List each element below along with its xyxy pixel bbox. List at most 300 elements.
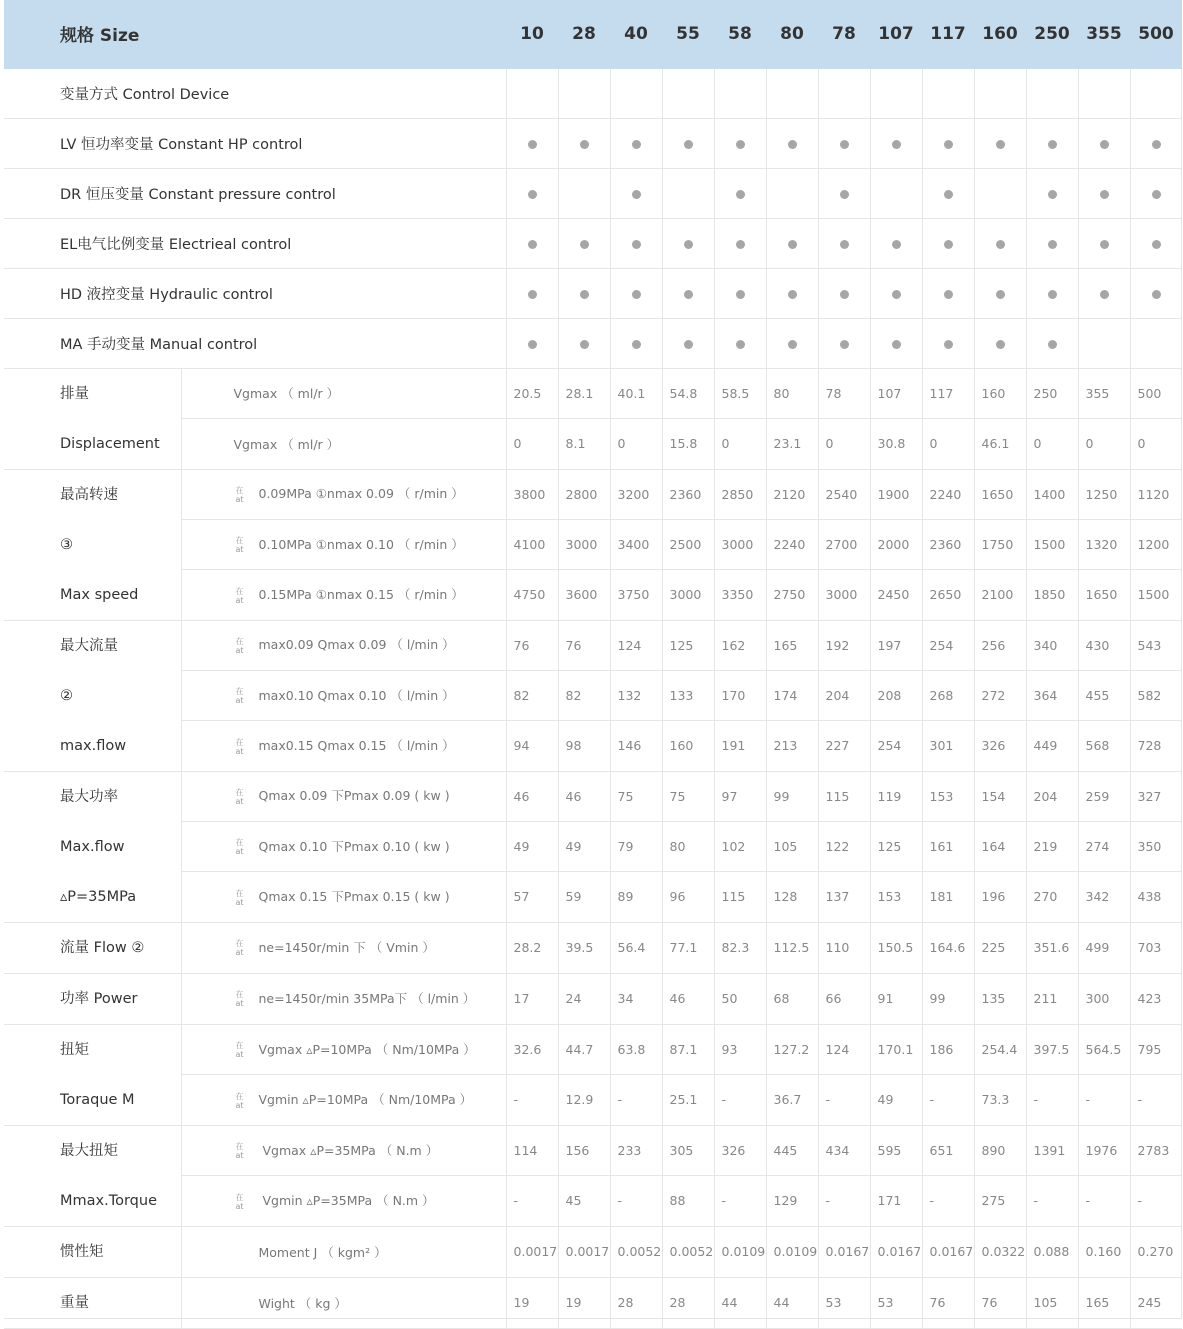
value-cell: 133 [662,670,714,720]
availability-cell [1130,118,1182,168]
value-cell: - [1078,1075,1130,1126]
empty-cell [974,68,1026,118]
availability-dot-icon [528,240,537,249]
at-marker-zh: 在 [235,939,244,949]
value-cell: 301 [922,721,974,771]
param-group-label: ▵P=35MPa [60,888,137,905]
param-condition-text: max0.15 Qmax 0.15 （ l/min ） [258,738,455,754]
size-column-header: 355 [1078,0,1130,68]
param-group-cell [4,469,181,620]
value-cell: 350 [1130,821,1182,871]
at-marker-en: at [235,645,244,655]
value-cell: 165 [766,620,818,670]
param-group-label: 最大功率 [60,788,118,805]
value-cell: 66 [818,973,870,1024]
param-condition-cell [181,1125,506,1176]
value-cell: 0.0109 [714,1226,766,1277]
value-cell: 2360 [922,519,974,569]
value-cell: 1320 [1078,519,1130,569]
value-cell: 76 [974,1277,1026,1328]
param-group-label: 最大流量 [60,637,118,654]
value-cell: 3600 [558,570,610,620]
value-cell: - [922,1176,974,1227]
value-cell: 20.5 [506,368,558,419]
availability-cell [818,268,870,318]
value-cell: 46 [558,771,610,821]
value-cell: 2540 [818,469,870,519]
value-cell: - [610,1176,662,1227]
size-column-header: 40 [610,0,662,68]
value-cell: 125 [662,620,714,670]
value-cell: 434 [818,1125,870,1176]
value-cell: 3400 [610,519,662,569]
availability-dot-icon [736,340,745,349]
value-cell: 2783 [1130,1125,1182,1176]
size-column-header: 78 [818,0,870,68]
value-cell: 326 [974,721,1026,771]
value-cell: 1391 [1026,1125,1078,1176]
value-cell: 91 [870,973,922,1024]
value-cell: 56.4 [610,922,662,973]
availability-dot-icon [684,340,693,349]
value-cell: 500 [1130,368,1182,419]
value-cell: 259 [1078,771,1130,821]
value-cell: 2850 [714,469,766,519]
value-cell: 124 [818,1024,870,1075]
size-column-header: 160 [974,0,1026,68]
value-cell: 110 [818,922,870,973]
availability-dot-icon [736,240,745,249]
value-cell: 59 [558,872,610,922]
value-cell: 0 [714,419,766,470]
param-row [4,1075,1182,1126]
value-cell: 197 [870,620,922,670]
value-cell: 191 [714,721,766,771]
availability-dot-icon [580,140,589,149]
control-row [4,268,1182,318]
at-marker-zh: 在 [235,737,244,747]
control-row [4,168,1182,218]
at-marker-zh: 在 [235,888,244,898]
availability-cell [662,118,714,168]
value-cell: 102 [714,821,766,871]
value-cell: 129 [766,1176,818,1227]
value-cell: 2800 [558,469,610,519]
availability-dot-icon [1100,190,1109,199]
param-group-labels [60,470,181,620]
value-cell: 112.5 [766,922,818,973]
availability-cell [766,318,818,368]
param-group-labels [60,621,181,771]
value-cell: - [1078,1176,1130,1227]
availability-cell [1130,268,1182,318]
value-cell: 364 [1026,670,1078,720]
value-cell: 340 [1026,620,1078,670]
value-cell: 455 [1078,670,1130,720]
value-cell: 119 [870,771,922,821]
availability-cell [714,118,766,168]
availability-cell [662,268,714,318]
param-condition-cell [181,1075,506,1126]
value-cell: 50 [714,973,766,1024]
value-cell: 76 [506,620,558,670]
param-row [4,821,1182,871]
value-cell: 63.8 [610,1024,662,1075]
value-cell: 99 [922,973,974,1024]
value-cell: 49 [558,821,610,871]
empty-cell [662,68,714,118]
value-cell: 305 [662,1125,714,1176]
at-marker-zh: 在 [235,1091,244,1101]
availability-cell [818,168,870,218]
value-cell: 80 [662,821,714,871]
at-marker [234,587,246,605]
availability-cell [870,218,922,268]
availability-cell [1078,218,1130,268]
availability-dot-icon [684,290,693,299]
param-condition-cell [181,973,506,1024]
availability-cell [870,168,922,218]
param-group-label: max.flow [60,737,127,754]
availability-dot-icon [528,290,537,299]
availability-cell [558,218,610,268]
availability-dot-icon [892,240,901,249]
value-cell: 275 [974,1176,1026,1227]
param-row [4,1125,1182,1176]
param-group-cell [4,1226,181,1277]
availability-dot-icon [528,340,537,349]
availability-dot-icon [996,140,1005,149]
size-column-header: 500 [1130,0,1182,68]
value-cell: 254 [870,721,922,771]
at-marker-en: at [235,1151,244,1160]
availability-dot-icon [944,240,953,249]
at-marker-en: at [235,1201,244,1211]
value-cell: 1750 [974,519,1026,569]
value-cell: 2100 [974,570,1026,620]
value-cell: 219 [1026,821,1078,871]
value-cell: - [1130,1176,1182,1227]
value-cell: 105 [766,821,818,871]
value-cell: 0.0167 [818,1226,870,1277]
control-row-label: MA 手动变量 Manual control [4,318,506,368]
value-cell: 162 [714,620,766,670]
at-marker-zh: 在 [235,838,244,848]
value-cell: 77.1 [662,922,714,973]
availability-cell [1078,268,1130,318]
availability-cell [506,318,558,368]
availability-dot-icon [840,290,849,299]
availability-dot-icon [632,240,641,249]
at-marker-zh: 在 [235,990,244,1000]
param-condition-text: Moment J （ kgm² ） [258,1244,387,1260]
availability-dot-icon [944,290,953,299]
param-condition-cell [181,1226,506,1277]
availability-dot-icon [996,240,1005,249]
param-condition-text: 0.10MPa ①nmax 0.10 （ r/min ） [258,536,464,552]
value-cell: 543 [1130,620,1182,670]
availability-cell [662,218,714,268]
value-cell: - [1026,1075,1078,1126]
param-row [4,1024,1182,1075]
availability-dot-icon [684,240,693,249]
value-cell: 98 [558,721,610,771]
value-cell: 256 [974,620,1026,670]
availability-dot-icon [840,140,849,149]
value-cell: 68 [766,973,818,1024]
availability-cell [818,318,870,368]
value-cell: 160 [662,721,714,771]
value-cell: 160 [974,368,1026,419]
spec-table [4,0,1182,1329]
value-cell: 2120 [766,469,818,519]
param-condition-cell [181,469,506,519]
availability-cell [1026,118,1078,168]
size-column-header: 55 [662,0,714,68]
availability-cell [870,118,922,168]
value-cell: 2700 [818,519,870,569]
value-cell: 208 [870,670,922,720]
control-row-label: HD 液控变量 Hydraulic control [4,268,506,318]
value-cell: 1400 [1026,469,1078,519]
value-cell: 57 [506,872,558,922]
value-cell: 125 [870,821,922,871]
value-cell: 0.0322 [974,1226,1026,1277]
at-marker-en: at [235,696,244,706]
availability-cell [506,268,558,318]
availability-dot-icon [580,290,589,299]
availability-dot-icon [892,340,901,349]
availability-dot-icon [736,290,745,299]
param-group-labels [60,369,181,469]
at-marker-zh: 在 [235,1041,244,1050]
availability-cell [714,168,766,218]
at-marker-zh: 在 [235,586,244,596]
availability-cell [870,268,922,318]
value-cell: 2650 [922,570,974,620]
param-group-label: Toraque M [60,1091,135,1108]
param-group-labels [60,772,181,922]
empty-cell [610,68,662,118]
availability-dot-icon [944,340,953,349]
empty-cell [506,68,558,118]
value-cell: 24 [558,973,610,1024]
value-cell: 15.8 [662,419,714,470]
value-cell: 28 [662,1277,714,1328]
control-row [4,218,1182,268]
spec-table-container [4,0,1182,1319]
availability-dot-icon [788,240,797,249]
empty-cell [1026,68,1078,118]
param-group-labels [60,923,181,973]
value-cell: 34 [610,973,662,1024]
value-cell: 75 [610,771,662,821]
value-cell: 1900 [870,469,922,519]
availability-dot-icon [580,340,589,349]
value-cell: 46 [506,771,558,821]
value-cell: 124 [610,620,662,670]
availability-cell [1026,268,1078,318]
availability-cell [662,168,714,218]
value-cell: 79 [610,821,662,871]
param-row [4,1226,1182,1277]
availability-dot-icon [736,190,745,199]
at-marker-zh: 在 [235,687,244,697]
availability-cell [974,118,1026,168]
value-cell: 46 [662,973,714,1024]
value-cell: 1250 [1078,469,1130,519]
availability-dot-icon [632,190,641,199]
value-cell: 97 [714,771,766,821]
value-cell: 0 [818,419,870,470]
size-column-header: 250 [1026,0,1078,68]
param-row [4,519,1182,569]
availability-dot-icon [632,140,641,149]
availability-cell [610,218,662,268]
param-condition-text: max0.09 Qmax 0.09 （ l/min ） [258,637,455,653]
availability-cell [1078,168,1130,218]
at-marker [234,486,246,504]
at-marker [234,1142,246,1160]
value-cell: 1650 [1078,570,1130,620]
availability-cell [1026,168,1078,218]
value-cell: 39.5 [558,922,610,973]
value-cell: 795 [1130,1024,1182,1075]
value-cell: 2750 [766,570,818,620]
param-row [4,771,1182,821]
value-cell: 186 [922,1024,974,1075]
value-cell: 146 [610,721,662,771]
value-cell: 355 [1078,368,1130,419]
availability-cell [662,318,714,368]
value-cell: 326 [714,1125,766,1176]
size-column-header: 10 [506,0,558,68]
availability-cell [922,168,974,218]
param-condition-cell [181,368,506,419]
value-cell: 23.1 [766,419,818,470]
value-cell: - [1026,1176,1078,1227]
availability-cell [1078,118,1130,168]
value-cell: 204 [818,670,870,720]
value-cell: 233 [610,1125,662,1176]
param-group-label: 扭矩 [60,1041,89,1058]
availability-cell [1026,218,1078,268]
value-cell: - [818,1075,870,1126]
at-marker-en: at [235,847,244,857]
value-cell: 213 [766,721,818,771]
value-cell: 397.5 [1026,1024,1078,1075]
param-group-label: 功率 Power [60,990,138,1007]
value-cell: 75 [662,771,714,821]
availability-cell [922,218,974,268]
value-cell: 170.1 [870,1024,922,1075]
at-marker-en: at [235,948,244,958]
availability-cell [922,268,974,318]
value-cell: - [714,1075,766,1126]
value-cell: 0.160 [1078,1226,1130,1277]
param-condition-text: Qmax 0.15 下Pmax 0.15 ( kw ) [258,889,450,905]
value-cell: 53 [870,1277,922,1328]
value-cell: 3000 [818,570,870,620]
value-cell: 423 [1130,973,1182,1024]
value-cell: 28.1 [558,368,610,419]
param-group-label: Max.flow [60,838,125,855]
value-cell: 2240 [766,519,818,569]
value-cell: 3200 [610,469,662,519]
param-condition-text: Vgmin ▵P=35MPa （ N.m ） [258,1193,435,1208]
value-cell: 449 [1026,721,1078,771]
availability-cell [506,168,558,218]
availability-cell [870,318,922,368]
value-cell: 135 [974,973,1026,1024]
value-cell: 8.1 [558,419,610,470]
value-cell: 78 [818,368,870,419]
at-marker [234,788,246,806]
availability-dot-icon [528,140,537,149]
size-column-header: 107 [870,0,922,68]
param-group-label: 惯性矩 [60,1243,104,1260]
value-cell: 181 [922,872,974,922]
value-cell: 1500 [1130,570,1182,620]
availability-dot-icon [944,190,953,199]
at-marker [234,889,246,907]
value-cell: - [714,1176,766,1227]
value-cell: 44 [714,1277,766,1328]
value-cell: 117 [922,368,974,419]
value-cell: 204 [1026,771,1078,821]
value-cell: 245 [1130,1277,1182,1328]
availability-cell [922,318,974,368]
at-marker [234,1041,246,1059]
param-group-labels [60,974,181,1024]
value-cell: 150.5 [870,922,922,973]
value-cell: 132 [610,670,662,720]
availability-cell [766,168,818,218]
availability-dot-icon [840,190,849,199]
empty-cell [766,68,818,118]
value-cell: 40.1 [610,368,662,419]
param-row [4,620,1182,670]
param-condition-cell [181,1176,506,1227]
control-device-title: 变量方式 Control Device [4,68,506,118]
param-condition-cell [181,1024,506,1075]
availability-dot-icon [1152,140,1161,149]
value-cell: 96 [662,872,714,922]
value-cell: 115 [818,771,870,821]
value-cell: 211 [1026,973,1078,1024]
value-cell: 568 [1078,721,1130,771]
control-row [4,118,1182,168]
at-marker-en: at [235,545,244,555]
value-cell: 58.5 [714,368,766,419]
value-cell: 0 [506,419,558,470]
availability-dot-icon [996,340,1005,349]
value-cell: 53 [818,1277,870,1328]
value-cell: 36.7 [766,1075,818,1126]
param-condition-cell [181,519,506,569]
value-cell: 3000 [662,570,714,620]
availability-cell [506,218,558,268]
value-cell: 0 [1130,419,1182,470]
value-cell: 0 [1078,419,1130,470]
value-cell: 1200 [1130,519,1182,569]
param-group-labels [60,1025,181,1125]
header-row [4,0,1182,68]
value-cell: 114 [506,1125,558,1176]
at-marker [234,738,246,756]
param-row [4,973,1182,1024]
at-marker-en: at [235,746,244,756]
